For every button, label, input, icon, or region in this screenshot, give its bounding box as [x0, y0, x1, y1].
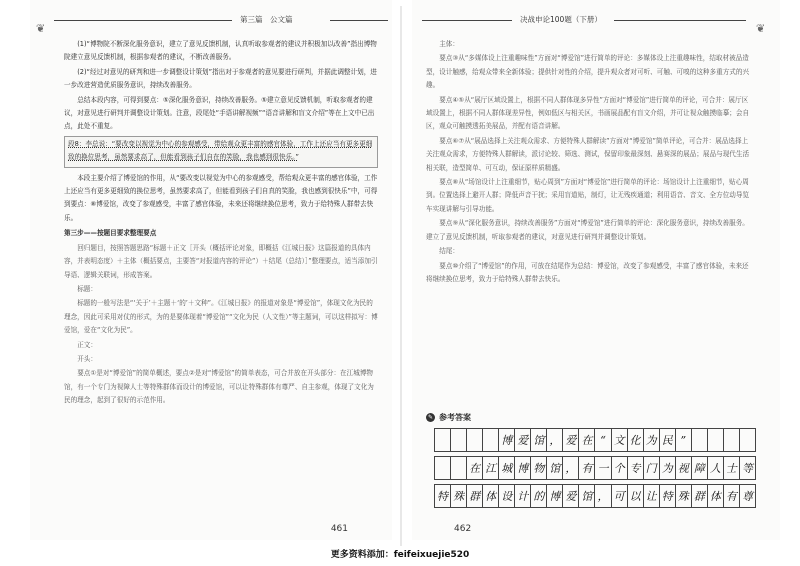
header-rule [614, 20, 746, 21]
grid-cell: 馆 [547, 457, 563, 479]
header-rule [54, 20, 232, 21]
grid-cell: 群 [467, 485, 483, 507]
section-label: 标题： [77, 284, 97, 293]
grid-cell: 以 [628, 485, 644, 507]
grid-cell: 让 [644, 485, 660, 507]
section-label: 开头： [77, 354, 97, 363]
grid-cell: 爱 [515, 429, 531, 451]
grid-cell: 人 [708, 457, 724, 479]
grid-cell: 群 [692, 485, 708, 507]
grid-cell: 物 [531, 457, 547, 479]
grid-cell [708, 429, 724, 451]
answer-heading-text: 参考答案 [439, 413, 471, 422]
paragraph: 回归题目，按照答题思路“标题＋正文［开头（概括评论对象，即概括《江城日报》这篇报道的具体内容，并表明态度）＋主体（概括要点，主要答“对报道内容的评论”）＋结尾（总结）］”整理要点，适当添加引导语、逻辑关联词，形成答案。 [64, 243, 378, 279]
grid-cell: 体 [708, 485, 724, 507]
book-spine [400, 6, 402, 546]
paragraph: (2)“经过对意见的研判和进一步调整设计策划”指出对于参观者的意见要进行研判，并据此调整计划，进一步改进营造优质服务意识，持续改善服务。 [64, 67, 377, 90]
grid-cell: 博 [515, 457, 531, 479]
grid-cell: 门 [644, 457, 660, 479]
paragraph: 要点①是对“博爱馆”的简单概述，要点②是对“博爱馆”的简单表态，可合并放在开头部分：在江城博物馆，有一个专门为视障人士等特殊群体而设计的博爱馆，可以让特殊群体有尊严、自主参观，体现了文化为民的理念，起到了很好的示范作用。 [64, 369, 374, 405]
grid-cell: 计 [515, 485, 531, 507]
grid-cell: 视 [676, 457, 692, 479]
paragraph: (1)“博物院不断深化服务意识，建立了意见反馈机制，认真听取参观者的建议并积极加以改善”指出博物院建立意见反馈机制，根据参观者的建议，不断改善服务。 [64, 40, 377, 62]
grid-cell: 特 [660, 485, 676, 507]
grid-cell: 体 [483, 485, 499, 507]
paragraph: 标题的一般写法是“‘关于’＋主题＋‘的’＋文种”。《江城日报》的报道对象是“博爱馆”，体现文化为民的理念，因此可采用对仗的形式，为的是要体现着“博爱馆”“文化为民（人文性）”等主题词，可以这样拟写：博爱馆，爱在“文化为民”。 [64, 299, 378, 335]
grid-cell: 一 [595, 457, 611, 479]
grid-cell: 馆 [531, 429, 547, 451]
page-number: 461 [330, 524, 348, 534]
grid-cell: 殊 [451, 485, 467, 507]
right-header [412, 14, 780, 35]
grid-cell: 江 [483, 457, 499, 479]
grid-cell: 专 [628, 457, 644, 479]
header-book-title: 决战申论100题（下册） [520, 15, 602, 24]
grid-cell: 有 [579, 457, 595, 479]
grid-cell [724, 429, 740, 451]
left-header [30, 14, 392, 35]
grid-cell [692, 429, 708, 451]
paragraph: 要点④⑤从“展厅区域设置上，根据不同人群体现多异性”方面对“博爱馆”进行简单的评论，可合并：展厅区域设置上，根据不同人群体现差异性，例如低区与相关区，书画展品配有盲文介绍，并可让视众触摸临摹；会自区，观众可触摸透拓美展品，并配有语音讲解。 [426, 95, 750, 131]
grid-cell [451, 457, 467, 479]
sprout-icon: ❦ [756, 22, 766, 35]
grid-cell: 化 [628, 429, 644, 451]
grid-cell: ” [676, 429, 692, 451]
answer-grid [434, 428, 756, 512]
section-label: 正文： [77, 340, 97, 349]
grid-cell: 设 [499, 485, 515, 507]
quoted-source-box [64, 136, 378, 168]
grid-cell: ， [563, 457, 579, 479]
step-heading: 第三步——按题目要求整理要点 [64, 229, 157, 238]
grid-cell: 馆 [579, 485, 595, 507]
boxed-paragraph: 段8：李总说：“要改变以视觉为中心的参观感受，带给观众更丰富的感官体验，工作上还应当有更多更细致的换位思考，虽然要求高了，但能看到孩子们自在的笑脸，我也感到很快乐。” [68, 139, 373, 162]
grid-cell: 殊 [676, 485, 692, 507]
grid-row [434, 484, 756, 508]
grid-cell: 文 [612, 429, 628, 451]
paragraph: 总结本段内容，可得到要点：⑤深化服务意识，持续改善服务。⑤建立意见反馈机制，听取参观者的建议，对意见进行研判并调整设计策划。注意，段尾处“手语讲解视频”“语音讲解和盲文介绍”等在上文中已出点，此处不重复。 [64, 95, 375, 131]
grid-cell: ， [595, 485, 611, 507]
grid-cell [435, 429, 451, 451]
paragraph: 要点③从“多媒体设上注重趣味性”方面对“博爱馆”进行简单的评论：多媒体设上注重趣味性，结取材被品造型，设计触感，给观众带来全新体验；提供针对性的介绍，提升观众者对可听、可触、可嗅的这种多重方式的兴趣。 [426, 54, 750, 90]
grid-row [434, 428, 756, 452]
grid-cell: 士 [724, 457, 740, 479]
grid-cell: 民 [660, 429, 676, 451]
header-rule [330, 20, 388, 21]
paragraph: 要点⑩介绍了“博爱馆”的作用，可放在结尾作为总结：博爱馆，改变了参观感受，丰富了感官体验，未来还将继续换位思考，致力于给特殊人群带去快乐。 [426, 261, 749, 283]
section-label: 主体： [439, 40, 459, 48]
grid-cell: 的 [531, 485, 547, 507]
grid-cell [451, 429, 467, 451]
right-page [412, 0, 780, 540]
grid-cell: 爱 [563, 485, 579, 507]
section-label: 结尾： [439, 247, 459, 256]
grid-cell: 博 [499, 429, 515, 451]
grid-cell: ， [547, 429, 563, 451]
grid-cell: “ [595, 429, 611, 451]
footer-contact: 更多资料添加：feifeixuejie520 [330, 550, 470, 560]
grid-cell: 在 [579, 429, 595, 451]
grid-cell: 有 [724, 485, 740, 507]
grid-cell: 个 [612, 457, 628, 479]
page-number: 462 [454, 524, 472, 534]
grid-cell: 障 [692, 457, 708, 479]
header-section-title: 第三篇 公文篇 [240, 15, 293, 24]
grid-cell: 博 [547, 485, 563, 507]
grid-cell: 等 [740, 457, 756, 479]
paragraph: 要点⑧从“场馆设计上注重细节，贴心周到”方面对“博爱馆”进行简单的评论：场馆设计上注重细节，贴心周到。位置选择上避开人群；降低声音干扰；采用盲道贴，制灯，让无残疾通道；利用语音、音文、全方位动导览车实现讲解与引导功能。 [426, 178, 750, 213]
sprout-icon: ❦ [36, 22, 46, 35]
grid-cell [435, 457, 451, 479]
grid-cell: 城 [499, 457, 515, 479]
grid-row [434, 456, 756, 480]
grid-cell: 可 [612, 485, 628, 507]
header-rule [422, 20, 512, 21]
grid-cell: 为 [644, 429, 660, 451]
grid-cell: 爱 [563, 429, 579, 451]
right-body [426, 38, 750, 287]
answer-heading [426, 412, 471, 423]
left-body [64, 38, 378, 409]
grid-cell: 尊 [740, 485, 756, 507]
grid-cell [467, 429, 483, 451]
grid-cell: 为 [660, 457, 676, 479]
left-page [30, 0, 392, 540]
grid-cell: 特 [435, 485, 451, 507]
answer-badge-icon: ✎ [427, 414, 434, 421]
grid-cell [740, 429, 756, 451]
paragraph: 要点⑨从“深化服务意识，持续改善服务”方面对“博爱馆”进行简单的评论：深化服务意识，持续改善服务。建立了意见反馈机制，听取参观者的建议，对意见进行研判并调整设计策划。 [426, 219, 749, 241]
paragraph: 本段主要介绍了博爱馆的作用，从“要改变以视觉为中心的参观感受，帮给观众更丰富的感官体验，工作上还应当有更多更细致的换位思考，虽然要求高了，但能看到孩子们自真的笑脸，我也感到很快乐”中，可得到要点：⑧博爱馆，改变了参观感受，丰富了感官体验，未来还将继续换位思考，致力于给特殊人群带去快乐。 [64, 173, 378, 222]
paragraph: 要点⑥⑦从“展品选择上关注观众需求、方便特殊人群解读”方面对“博爱馆”简单评论，可合并：展品选择上关注观众需求，方便特殊人群解读，派讨论较、筛选、测试，保留印象最深刻、悬赛深的展品；展品与现代生活相关联，造型简单、可互动，保证原样质精盛。 [426, 136, 750, 172]
grid-cell [483, 429, 499, 451]
grid-cell: 在 [467, 457, 483, 479]
